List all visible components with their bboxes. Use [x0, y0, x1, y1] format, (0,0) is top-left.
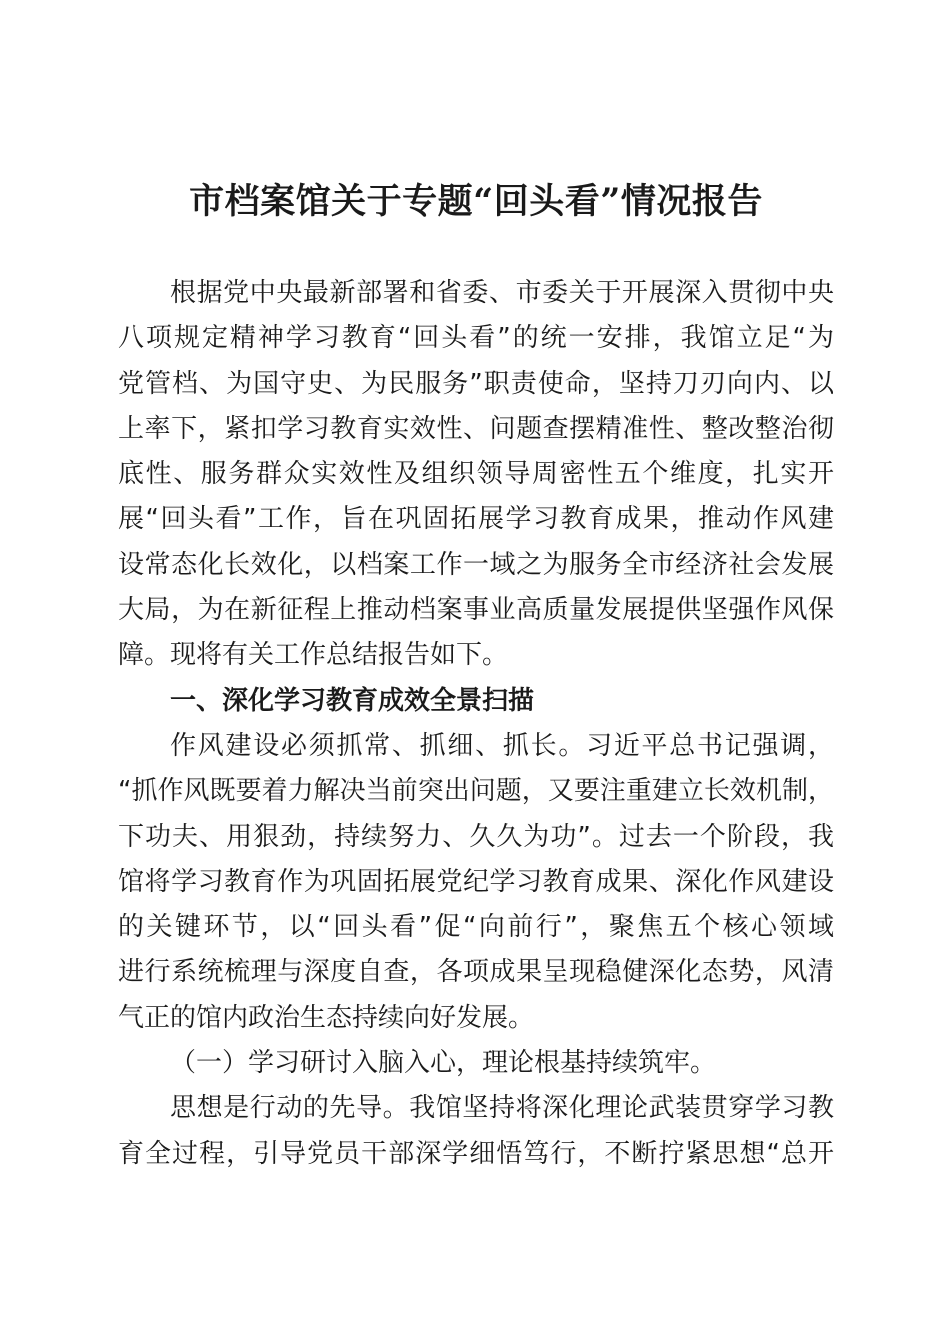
paragraph-line: 大局，为在新征程上推动档案事业高质量发展提供坚强作风保 — [118, 595, 834, 626]
paragraph-line: 八项规定精神学习教育“回头看”的统一安排，我馆立足“为 — [118, 323, 834, 354]
paragraph-line: 气正的馆内政治生态持续向好发展。 — [118, 1002, 535, 1033]
paragraph-intro — [118, 271, 834, 679]
paragraph-line: 进行系统梳理与深度自查，各项成果呈现稳健深化态势，风清 — [118, 957, 834, 988]
paragraph-subsection-one — [118, 1086, 834, 1177]
paragraph-line: 设常态化长效化，以档案工作一域之为服务全市经济社会发展 — [118, 549, 834, 580]
document-title: 市档案馆关于专题“回头看”情况报告 — [189, 181, 763, 222]
document-body — [118, 271, 834, 1177]
paragraph-line: 障。现将有关工作总结报告如下。 — [118, 640, 509, 671]
paragraph-line: 根据党中央最新部署和省委、市委关于开展深入贯彻中央 — [170, 278, 834, 308]
paragraph-line: 展“回头看”工作，旨在巩固拓展学习教育成果，推动作风建 — [118, 504, 834, 535]
paragraph-line: 党管档、为国守史、为民服务”职责使命，坚持刀刃向内、以 — [118, 368, 834, 399]
paragraph-line: “抓作风既要着力解决当前突出问题，又要注重建立长效机制， — [118, 776, 834, 807]
section-heading: 一、深化学习教育成效全景扫描 — [170, 685, 535, 716]
subsection-heading: （一）学习研讨入脑入心，理论根基持续筑牢。 — [170, 1048, 717, 1079]
paragraph-line: 底性、服务群众实效性及组织领导周密性五个维度，扎实开 — [118, 459, 834, 490]
paragraph-line: 的关键环节，以“回头看”促“向前行”，聚焦五个核心领域 — [118, 912, 834, 943]
paragraph-section-one — [118, 724, 834, 1041]
paragraph-line: 育全过程，引导党员干部深学细悟笃行，不断拧紧思想“总开 — [118, 1138, 834, 1169]
paragraph-line: 下功夫、用狠劲，持续努力、久久为功”。过去一个阶段，我 — [118, 821, 834, 852]
paragraph-line: 思想是行动的先导。我馆坚持将深化理论武装贯穿学习教 — [170, 1093, 834, 1124]
paragraph-line: 上率下，紧扣学习教育实效性、问题查摆精准性、整改整治彻 — [118, 413, 834, 444]
paragraph-line: 馆将学习教育作为巩固拓展党纪学习教育成果、深化作风建设 — [118, 866, 834, 897]
paragraph-line: 作风建设必须抓常、抓细、抓长。习近平总书记强调， — [170, 730, 834, 761]
